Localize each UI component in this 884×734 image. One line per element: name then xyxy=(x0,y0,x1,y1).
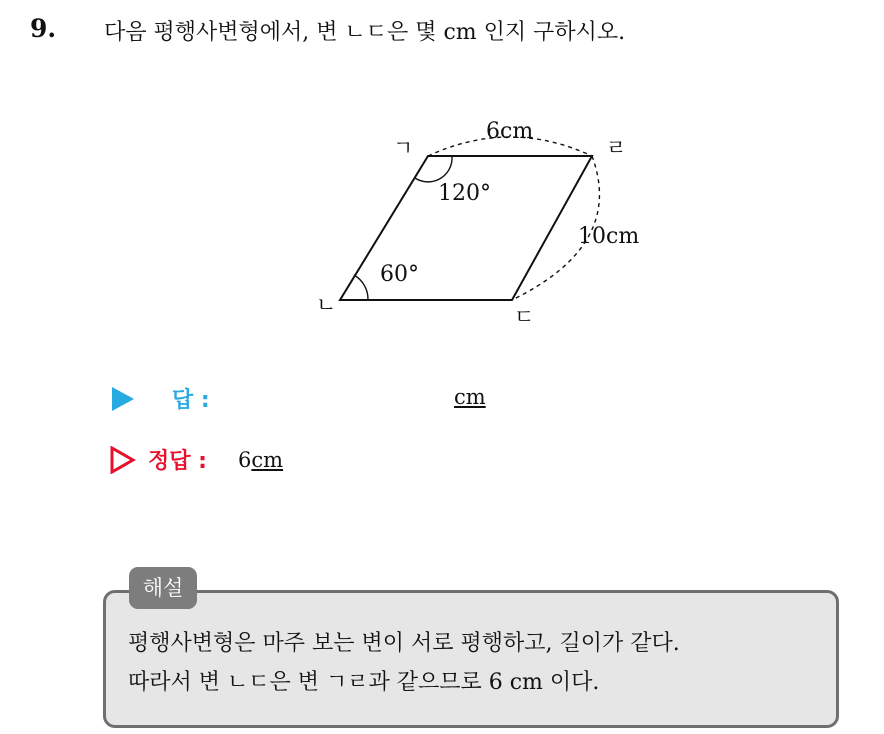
correct-answer-unit: cm xyxy=(251,448,284,472)
vertex-label-digeut: ㄷ xyxy=(514,305,535,329)
question-text: 다음 평행사변형에서, 변 ㄴㄷ은 몇 cm 인지 구하시오. xyxy=(104,20,626,45)
explanation-tag: 해설 xyxy=(129,567,197,609)
top-side-length-label: 6cm xyxy=(486,119,534,144)
vertex-label-nieun: ㄴ xyxy=(316,293,337,317)
triangle-outline-icon xyxy=(110,446,136,474)
explanation-box xyxy=(103,590,839,728)
correct-answer-number: 6 xyxy=(238,448,252,472)
correct-answer-value xyxy=(238,448,283,472)
triangle-filled-icon xyxy=(112,387,134,411)
angle-label-60: 60° xyxy=(380,262,419,287)
angle-arc-bottom-left xyxy=(354,275,368,300)
correct-answer-label: 정답 : xyxy=(148,449,207,474)
answer-unit: cm xyxy=(454,385,486,409)
angle-label-120: 120° xyxy=(438,181,491,206)
right-side-length-label: 10cm xyxy=(578,224,640,249)
explanation-line-2: 따라서 변 ㄴㄷ은 변 ㄱㄹ과 같으므로 6 cm 이다. xyxy=(128,670,600,695)
question-number: 9. xyxy=(30,14,57,43)
answer-label: 답 : xyxy=(172,388,210,413)
parallelogram-figure xyxy=(300,110,700,340)
parallelogram-shape xyxy=(340,156,592,300)
vertex-label-rieul: ㄹ xyxy=(606,136,627,160)
explanation-line-1: 평행사변형은 마주 보는 변이 서로 평행하고, 길이가 같다. xyxy=(128,631,680,656)
vertex-label-giyeok: ㄱ xyxy=(393,136,414,160)
